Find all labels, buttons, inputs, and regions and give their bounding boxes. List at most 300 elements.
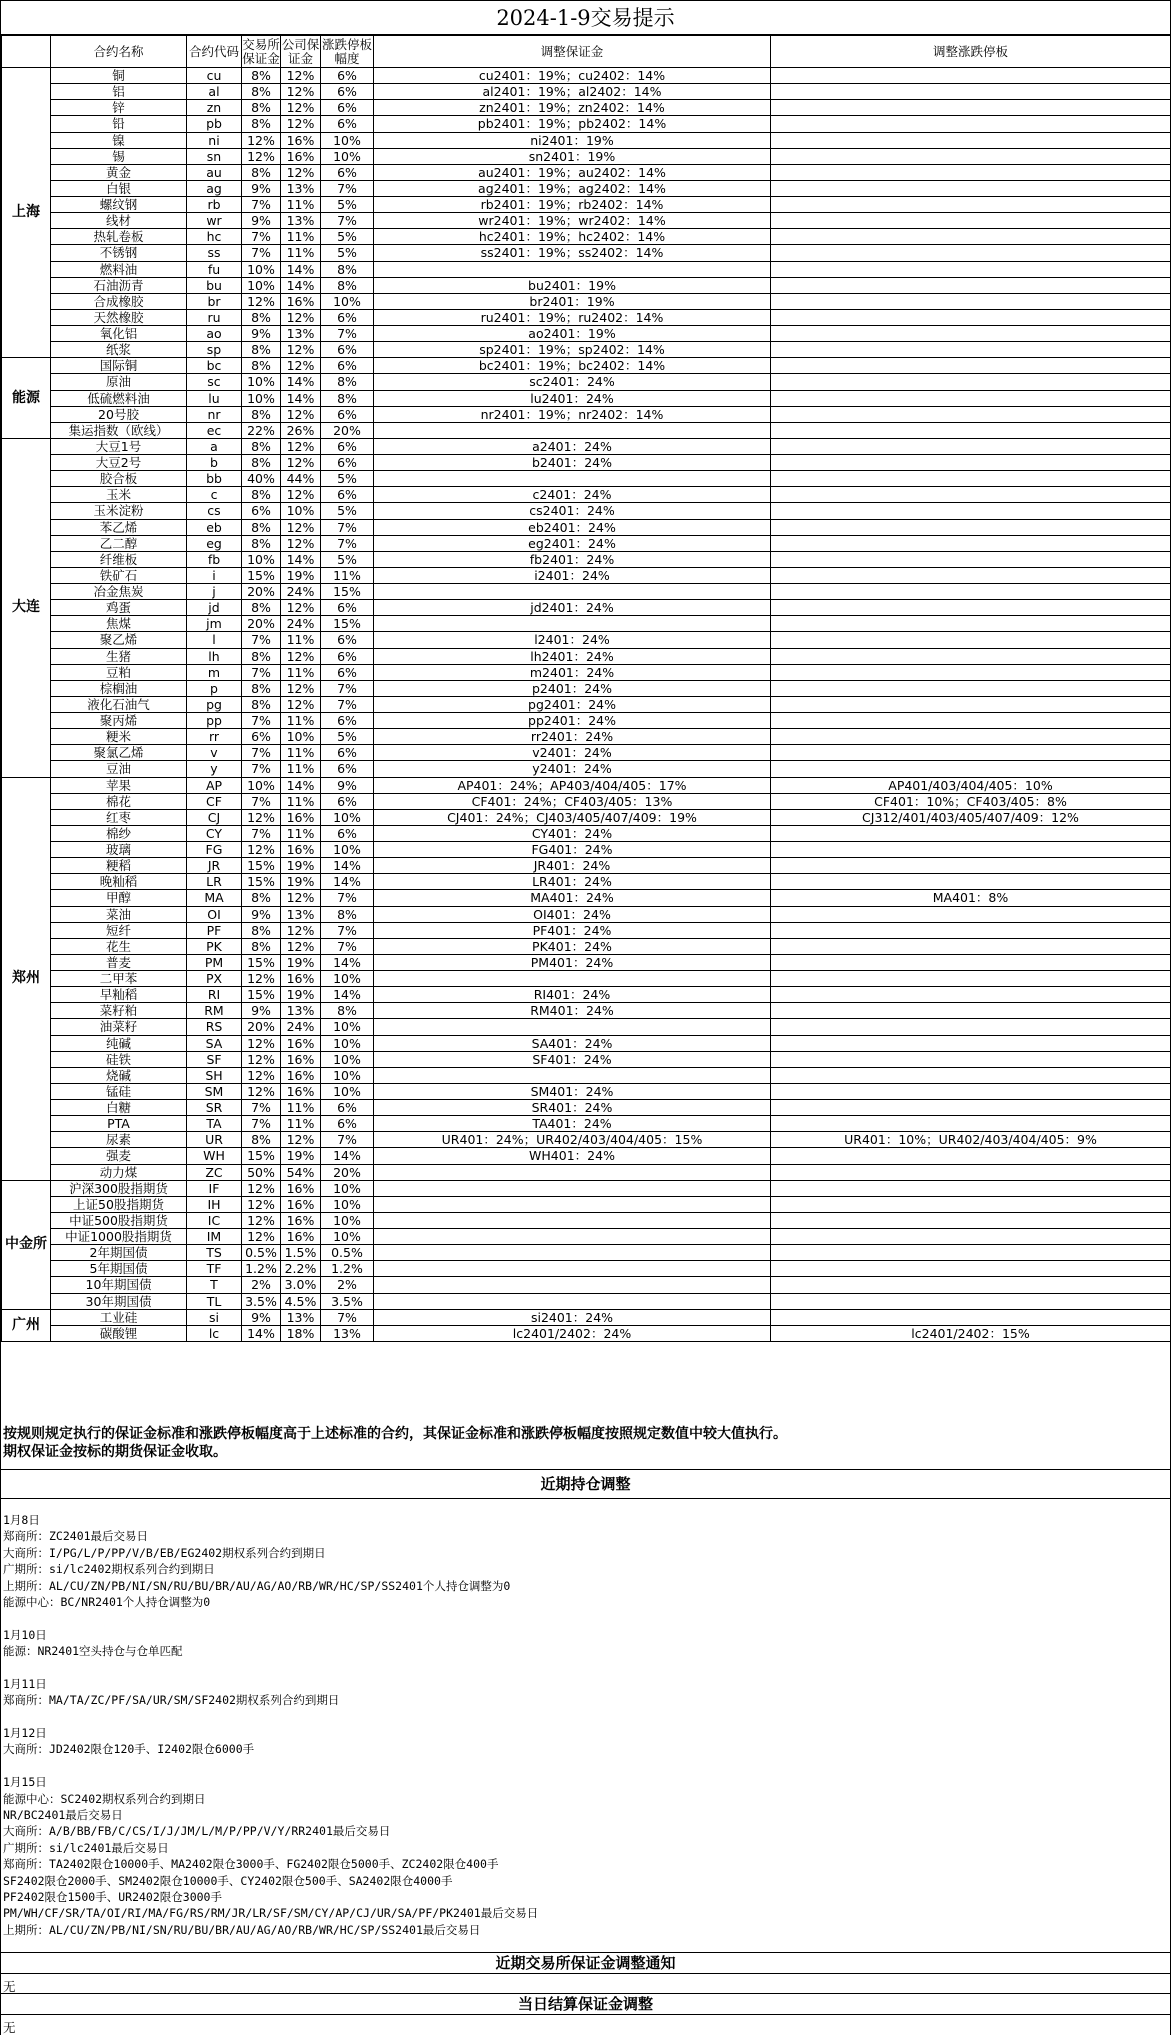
limit-cell: 7% bbox=[321, 890, 374, 906]
contract-code-cell: al bbox=[187, 84, 242, 100]
limit-cell: 10% bbox=[321, 1019, 374, 1035]
exchange-cell: 广州 bbox=[2, 1309, 51, 1341]
exch-margin-cell: 0.5% bbox=[242, 1245, 281, 1261]
adj-margin-cell: lu2401：24% bbox=[374, 390, 771, 406]
contract-code-cell: FG bbox=[187, 842, 242, 858]
adj-margin-cell: lh2401：24% bbox=[374, 648, 771, 664]
table-row bbox=[2, 487, 1171, 503]
exch-margin-cell: 12% bbox=[242, 148, 281, 164]
table-row bbox=[2, 1180, 1171, 1196]
limit-cell: 6% bbox=[321, 100, 374, 116]
table-row bbox=[2, 438, 1171, 454]
adj-margin-cell: PF401：24% bbox=[374, 922, 771, 938]
exch-margin-cell: 10% bbox=[242, 277, 281, 293]
contract-code-cell: lu bbox=[187, 390, 242, 406]
exch-margin-cell: 8% bbox=[242, 938, 281, 954]
adj-margin-cell: ao2401：19% bbox=[374, 326, 771, 342]
adj-margin-cell: fb2401：24% bbox=[374, 551, 771, 567]
contract-code-cell: T bbox=[187, 1277, 242, 1293]
limit-cell: 10% bbox=[321, 1067, 374, 1083]
adj-limit-cell bbox=[771, 1116, 1171, 1132]
limit-cell: 6% bbox=[321, 455, 374, 471]
contract-name-cell: 20号胶 bbox=[51, 406, 187, 422]
adj-limit-cell bbox=[771, 938, 1171, 954]
contract-name-cell: 石油沥青 bbox=[51, 277, 187, 293]
contract-name-cell: 大豆2号 bbox=[51, 455, 187, 471]
adj-limit-cell bbox=[771, 148, 1171, 164]
contract-name-cell: 聚丙烯 bbox=[51, 713, 187, 729]
limit-cell: 13% bbox=[321, 1325, 374, 1341]
contract-code-cell: c bbox=[187, 487, 242, 503]
adj-margin-cell: b2401：24% bbox=[374, 455, 771, 471]
table-row bbox=[2, 1325, 1171, 1341]
limit-cell: 10% bbox=[321, 293, 374, 309]
contract-name-cell: 白糖 bbox=[51, 1100, 187, 1116]
contract-name-cell: 纤维板 bbox=[51, 551, 187, 567]
contract-name-cell: 集运指数（欧线） bbox=[51, 422, 187, 438]
contract-code-cell: bu bbox=[187, 277, 242, 293]
log-line: 上期所：AL/CU/ZN/PB/NI/SN/RU/BU/BR/AU/AG/AO/RB/WR/HC/SP/SS2401个人持仓调整为0 bbox=[3, 1578, 511, 1593]
comp-margin-cell: 11% bbox=[281, 745, 321, 761]
contract-name-cell: 尿素 bbox=[51, 1132, 187, 1148]
exch-margin-cell: 7% bbox=[242, 1100, 281, 1116]
adj-margin-cell: CJ401：24%；CJ403/405/407/409：19% bbox=[374, 809, 771, 825]
table-row bbox=[2, 213, 1171, 229]
table-row bbox=[2, 406, 1171, 422]
comp-margin-cell: 12% bbox=[281, 938, 321, 954]
contract-code-cell: rb bbox=[187, 197, 242, 213]
comp-margin-cell: 3.0% bbox=[281, 1277, 321, 1293]
table-row bbox=[2, 471, 1171, 487]
exch-margin-cell: 8% bbox=[242, 455, 281, 471]
exch-margin-cell: 3.5% bbox=[242, 1293, 281, 1309]
contract-code-cell: RI bbox=[187, 987, 242, 1003]
contract-name-cell: 锰硅 bbox=[51, 1083, 187, 1099]
comp-margin-cell: 10% bbox=[281, 503, 321, 519]
limit-cell: 5% bbox=[321, 729, 374, 745]
contract-code-cell: br bbox=[187, 293, 242, 309]
exch-margin-cell: 6% bbox=[242, 503, 281, 519]
contract-code-cell: p bbox=[187, 680, 242, 696]
contract-name-cell: 油菜籽 bbox=[51, 1019, 187, 1035]
adj-limit-cell bbox=[771, 342, 1171, 358]
contract-code-cell: RS bbox=[187, 1019, 242, 1035]
contract-code-cell: eg bbox=[187, 535, 242, 551]
limit-cell: 10% bbox=[321, 1180, 374, 1196]
comp-margin-cell: 14% bbox=[281, 261, 321, 277]
adj-limit-cell bbox=[771, 664, 1171, 680]
exch-margin-cell: 22% bbox=[242, 422, 281, 438]
exch-margin-cell: 8% bbox=[242, 309, 281, 325]
table-row bbox=[2, 825, 1171, 841]
contract-name-cell: 棉纱 bbox=[51, 825, 187, 841]
contract-code-cell: SF bbox=[187, 1051, 242, 1067]
adj-limit-cell bbox=[771, 116, 1171, 132]
contract-code-cell: pp bbox=[187, 713, 242, 729]
adj-margin-cell bbox=[374, 1019, 771, 1035]
adj-margin-cell: sp2401：19%；sp2402：14% bbox=[374, 342, 771, 358]
comp-margin-cell: 16% bbox=[281, 842, 321, 858]
table-row bbox=[2, 777, 1171, 793]
limit-cell: 20% bbox=[321, 1164, 374, 1180]
limit-cell: 10% bbox=[321, 809, 374, 825]
exch-margin-cell: 10% bbox=[242, 777, 281, 793]
comp-margin-cell: 13% bbox=[281, 213, 321, 229]
adj-limit-cell bbox=[771, 551, 1171, 567]
contract-code-cell: m bbox=[187, 664, 242, 680]
limit-cell: 6% bbox=[321, 116, 374, 132]
table-row bbox=[2, 1019, 1171, 1035]
contract-name-cell: 铁矿石 bbox=[51, 567, 187, 583]
comp-margin-cell: 24% bbox=[281, 616, 321, 632]
limit-cell: 15% bbox=[321, 584, 374, 600]
contract-code-cell: IM bbox=[187, 1229, 242, 1245]
table-row bbox=[2, 1067, 1171, 1083]
table-row bbox=[2, 890, 1171, 906]
comp-margin-cell: 19% bbox=[281, 954, 321, 970]
contract-code-cell: LR bbox=[187, 874, 242, 890]
limit-cell: 8% bbox=[321, 261, 374, 277]
limit-cell: 6% bbox=[321, 487, 374, 503]
log-line: 郑商所：MA/TA/ZC/PF/SA/UR/SM/SF2402期权系列合约到期日 bbox=[3, 1693, 340, 1708]
position-log bbox=[3, 1512, 1163, 1938]
table-row bbox=[2, 664, 1171, 680]
comp-margin-cell: 16% bbox=[281, 1067, 321, 1083]
limit-cell: 6% bbox=[321, 761, 374, 777]
comp-margin-cell: 11% bbox=[281, 664, 321, 680]
log-line: 能源中心：BC/NR2401个人持仓调整为0 bbox=[3, 1594, 211, 1609]
limit-cell: 7% bbox=[321, 180, 374, 196]
comp-margin-cell: 12% bbox=[281, 696, 321, 712]
table-row bbox=[2, 390, 1171, 406]
limit-cell: 9% bbox=[321, 777, 374, 793]
comp-margin-cell: 19% bbox=[281, 987, 321, 1003]
contract-name-cell: 粳米 bbox=[51, 729, 187, 745]
log-line: 1月12日 bbox=[3, 1726, 47, 1741]
contract-name-cell: 菜籽粕 bbox=[51, 1003, 187, 1019]
adj-margin-cell bbox=[374, 1229, 771, 1245]
comp-margin-cell: 13% bbox=[281, 1309, 321, 1325]
contract-name-cell: 甲醇 bbox=[51, 890, 187, 906]
contract-code-cell: pg bbox=[187, 696, 242, 712]
table-row bbox=[2, 277, 1171, 293]
contract-code-cell: v bbox=[187, 745, 242, 761]
adj-limit-cell bbox=[771, 471, 1171, 487]
table-row bbox=[2, 293, 1171, 309]
contract-code-cell: pb bbox=[187, 116, 242, 132]
comp-margin-cell: 24% bbox=[281, 1019, 321, 1035]
header-adj-limit: 调整涨跌停板 bbox=[771, 36, 1171, 68]
adj-margin-cell: wr2401：19%；wr2402：14% bbox=[374, 213, 771, 229]
comp-margin-cell: 24% bbox=[281, 584, 321, 600]
exch-margin-cell: 15% bbox=[242, 954, 281, 970]
log-line: 能源：NR2401空头持仓与仓单匹配 bbox=[3, 1644, 183, 1659]
adj-limit-cell bbox=[771, 922, 1171, 938]
contract-name-cell: 红枣 bbox=[51, 809, 187, 825]
contract-code-cell: a bbox=[187, 438, 242, 454]
adj-limit-cell bbox=[771, 293, 1171, 309]
contract-code-cell: PM bbox=[187, 954, 242, 970]
table-row bbox=[2, 616, 1171, 632]
contract-code-cell: WH bbox=[187, 1148, 242, 1164]
contract-name-cell: 玉米淀粉 bbox=[51, 503, 187, 519]
contract-code-cell: SA bbox=[187, 1035, 242, 1051]
comp-margin-cell: 16% bbox=[281, 1083, 321, 1099]
adj-margin-cell: SR401：24% bbox=[374, 1100, 771, 1116]
adj-margin-cell: cs2401：24% bbox=[374, 503, 771, 519]
contract-code-cell: ru bbox=[187, 309, 242, 325]
adj-limit-cell bbox=[771, 842, 1171, 858]
limit-cell: 10% bbox=[321, 1083, 374, 1099]
contract-name-cell: 苹果 bbox=[51, 777, 187, 793]
adj-margin-cell bbox=[374, 261, 771, 277]
margin-table bbox=[1, 35, 1171, 1342]
adj-limit-cell bbox=[771, 535, 1171, 551]
limit-cell: 6% bbox=[321, 648, 374, 664]
adj-margin-cell: FG401：24% bbox=[374, 842, 771, 858]
comp-margin-cell: 19% bbox=[281, 567, 321, 583]
comp-margin-cell: 10% bbox=[281, 729, 321, 745]
comp-margin-cell: 12% bbox=[281, 890, 321, 906]
comp-margin-cell: 12% bbox=[281, 309, 321, 325]
comp-margin-cell: 11% bbox=[281, 825, 321, 841]
comp-margin-cell: 14% bbox=[281, 777, 321, 793]
log-line: 上期所：AL/CU/ZN/PB/NI/SN/RU/BU/BR/AU/AG/AO/RB/WR/HC/SP/SS2401最后交易日 bbox=[3, 1922, 481, 1937]
contract-name-cell: 镍 bbox=[51, 132, 187, 148]
exchange-cell: 能源 bbox=[2, 358, 51, 439]
adj-margin-cell: m2401：24% bbox=[374, 664, 771, 680]
adj-limit-cell bbox=[771, 358, 1171, 374]
exchange-cell: 中金所 bbox=[2, 1180, 51, 1309]
log-line: 大商所：I/PG/L/P/PP/V/B/EB/EG2402期权系列合约到期日 bbox=[3, 1545, 326, 1560]
adj-limit-cell: MA401：8% bbox=[771, 890, 1171, 906]
comp-margin-cell: 12% bbox=[281, 600, 321, 616]
adj-limit-cell bbox=[771, 326, 1171, 342]
table-row bbox=[2, 164, 1171, 180]
table-row bbox=[2, 358, 1171, 374]
contract-code-cell: RM bbox=[187, 1003, 242, 1019]
contract-code-cell: j bbox=[187, 584, 242, 600]
adj-margin-cell: nr2401：19%；nr2402：14% bbox=[374, 406, 771, 422]
table-row bbox=[2, 1051, 1171, 1067]
exch-margin-cell: 9% bbox=[242, 1003, 281, 1019]
adj-margin-cell bbox=[374, 584, 771, 600]
header-code: 合约代码 bbox=[187, 36, 242, 68]
log-line bbox=[3, 1660, 1163, 1676]
contract-code-cell: zn bbox=[187, 100, 242, 116]
note-line-2: 期权保证金按标的期货保证金收取。 bbox=[3, 1444, 227, 1460]
contract-name-cell: 大豆1号 bbox=[51, 438, 187, 454]
contract-code-cell: TS bbox=[187, 1245, 242, 1261]
contract-code-cell: rr bbox=[187, 729, 242, 745]
contract-name-cell: 线材 bbox=[51, 213, 187, 229]
comp-margin-cell: 14% bbox=[281, 374, 321, 390]
header-exchange bbox=[2, 36, 51, 68]
adj-margin-cell: al2401：19%；al2402：14% bbox=[374, 84, 771, 100]
contract-code-cell: bb bbox=[187, 471, 242, 487]
table-row bbox=[2, 374, 1171, 390]
comp-margin-cell: 12% bbox=[281, 100, 321, 116]
adj-margin-cell: PM401：24% bbox=[374, 954, 771, 970]
limit-cell: 5% bbox=[321, 503, 374, 519]
adj-limit-cell bbox=[771, 374, 1171, 390]
contract-name-cell: 二甲苯 bbox=[51, 971, 187, 987]
adj-limit-cell bbox=[771, 1309, 1171, 1325]
comp-margin-cell: 14% bbox=[281, 390, 321, 406]
adj-margin-cell: c2401：24% bbox=[374, 487, 771, 503]
contract-code-cell: IH bbox=[187, 1196, 242, 1212]
exch-margin-cell: 14% bbox=[242, 1325, 281, 1341]
comp-margin-cell: 16% bbox=[281, 1196, 321, 1212]
exch-margin-cell: 12% bbox=[242, 842, 281, 858]
log-line: 1月10日 bbox=[3, 1627, 47, 1642]
contract-name-cell: 棕榈油 bbox=[51, 680, 187, 696]
table-row bbox=[2, 971, 1171, 987]
limit-cell: 6% bbox=[321, 745, 374, 761]
table-row bbox=[2, 197, 1171, 213]
table-row bbox=[2, 180, 1171, 196]
adj-margin-cell: pb2401：19%；pb2402：14% bbox=[374, 116, 771, 132]
adj-margin-cell: JR401：24% bbox=[374, 858, 771, 874]
exch-margin-cell: 20% bbox=[242, 584, 281, 600]
adj-margin-cell: WH401：24% bbox=[374, 1148, 771, 1164]
contract-name-cell: 乙二醇 bbox=[51, 535, 187, 551]
exch-margin-cell: 7% bbox=[242, 713, 281, 729]
table-row bbox=[2, 696, 1171, 712]
table-row bbox=[2, 148, 1171, 164]
table-row bbox=[2, 519, 1171, 535]
comp-margin-cell: 16% bbox=[281, 1035, 321, 1051]
header-limit: 涨跌停板幅度 bbox=[321, 36, 372, 66]
contract-code-cell: PX bbox=[187, 971, 242, 987]
adj-margin-cell: RI401：24% bbox=[374, 987, 771, 1003]
adj-margin-cell: CY401：24% bbox=[374, 825, 771, 841]
comp-margin-cell: 11% bbox=[281, 197, 321, 213]
limit-cell: 10% bbox=[321, 1051, 374, 1067]
contract-code-cell: cu bbox=[187, 68, 242, 84]
comp-margin-cell: 12% bbox=[281, 1132, 321, 1148]
adj-limit-cell: CJ312/401/403/405/407/409：12% bbox=[771, 809, 1171, 825]
comp-margin-cell: 12% bbox=[281, 438, 321, 454]
exch-margin-cell: 8% bbox=[242, 696, 281, 712]
contract-name-cell: 胶合板 bbox=[51, 471, 187, 487]
exchange-cell: 大连 bbox=[2, 438, 51, 777]
adj-limit-cell: AP401/403/404/405：10% bbox=[771, 777, 1171, 793]
limit-cell: 2% bbox=[321, 1277, 374, 1293]
contract-name-cell: 工业硅 bbox=[51, 1309, 187, 1325]
contract-code-cell: SR bbox=[187, 1100, 242, 1116]
limit-cell: 6% bbox=[321, 358, 374, 374]
table-row bbox=[2, 116, 1171, 132]
settle-title: 当日结算保证金调整 bbox=[1, 1993, 1170, 2015]
contract-name-cell: 合成橡胶 bbox=[51, 293, 187, 309]
exch-margin-cell: 7% bbox=[242, 825, 281, 841]
adj-margin-cell bbox=[374, 1261, 771, 1277]
exch-margin-cell: 10% bbox=[242, 551, 281, 567]
adj-margin-cell: pp2401：24% bbox=[374, 713, 771, 729]
table-row bbox=[2, 1148, 1171, 1164]
adj-margin-cell: hc2401：19%；hc2402：14% bbox=[374, 229, 771, 245]
contract-code-cell: IC bbox=[187, 1212, 242, 1228]
exch-margin-cell: 15% bbox=[242, 567, 281, 583]
contract-name-cell: 冶金焦炭 bbox=[51, 584, 187, 600]
contract-name-cell: 铜 bbox=[51, 68, 187, 84]
exch-margin-cell: 7% bbox=[242, 229, 281, 245]
contract-name-cell: 热轧卷板 bbox=[51, 229, 187, 245]
adj-limit-cell bbox=[771, 84, 1171, 100]
adj-margin-cell: a2401：24% bbox=[374, 438, 771, 454]
limit-cell: 6% bbox=[321, 438, 374, 454]
adj-margin-cell: bu2401：19% bbox=[374, 277, 771, 293]
exch-margin-cell: 7% bbox=[242, 632, 281, 648]
log-line: NR/BC2401最后交易日 bbox=[3, 1808, 123, 1823]
exch-margin-cell: 12% bbox=[242, 1067, 281, 1083]
exch-margin-cell: 6% bbox=[242, 729, 281, 745]
adj-limit-cell bbox=[771, 1212, 1171, 1228]
contract-code-cell: bc bbox=[187, 358, 242, 374]
limit-cell: 6% bbox=[321, 68, 374, 84]
exch-margin-cell: 9% bbox=[242, 326, 281, 342]
adj-margin-cell bbox=[374, 616, 771, 632]
contract-name-cell: 硅铁 bbox=[51, 1051, 187, 1067]
comp-margin-cell: 11% bbox=[281, 761, 321, 777]
contract-name-cell: 2年期国债 bbox=[51, 1245, 187, 1261]
limit-cell: 8% bbox=[321, 1003, 374, 1019]
adj-margin-cell: p2401：24% bbox=[374, 680, 771, 696]
exch-margin-cell: 12% bbox=[242, 1051, 281, 1067]
exch-margin-cell: 15% bbox=[242, 874, 281, 890]
adj-margin-cell: jd2401：24% bbox=[374, 600, 771, 616]
comp-margin-cell: 1.5% bbox=[281, 1245, 321, 1261]
comp-margin-cell: 12% bbox=[281, 68, 321, 84]
comp-margin-cell: 12% bbox=[281, 922, 321, 938]
contract-name-cell: 国际铜 bbox=[51, 358, 187, 374]
comp-margin-cell: 12% bbox=[281, 406, 321, 422]
contract-code-cell: PF bbox=[187, 922, 242, 938]
comp-margin-cell: 12% bbox=[281, 342, 321, 358]
table-row bbox=[2, 906, 1171, 922]
contract-code-cell: ni bbox=[187, 132, 242, 148]
exch-margin-cell: 12% bbox=[242, 1180, 281, 1196]
table-row bbox=[2, 245, 1171, 261]
log-line: 1月8日 bbox=[3, 1513, 40, 1527]
exch-margin-cell: 15% bbox=[242, 1148, 281, 1164]
comp-margin-cell: 14% bbox=[281, 551, 321, 567]
table-row bbox=[2, 535, 1171, 551]
adj-margin-cell: ru2401：19%；ru2402：14% bbox=[374, 309, 771, 325]
comp-margin-cell: 13% bbox=[281, 906, 321, 922]
comp-margin-cell: 13% bbox=[281, 326, 321, 342]
limit-cell: 8% bbox=[321, 906, 374, 922]
adj-limit-cell: UR401：10%；UR402/403/404/405：9% bbox=[771, 1132, 1171, 1148]
adj-limit-cell bbox=[771, 858, 1171, 874]
adj-limit-cell bbox=[771, 632, 1171, 648]
adj-margin-cell: ss2401：19%；ss2402：14% bbox=[374, 245, 771, 261]
contract-name-cell: PTA bbox=[51, 1116, 187, 1132]
adj-margin-cell: i2401：24% bbox=[374, 567, 771, 583]
table-row bbox=[2, 745, 1171, 761]
contract-name-cell: 螺纹钢 bbox=[51, 197, 187, 213]
table-row bbox=[2, 1083, 1171, 1099]
contract-name-cell: 早籼稻 bbox=[51, 987, 187, 1003]
limit-cell: 20% bbox=[321, 422, 374, 438]
adj-limit-cell bbox=[771, 971, 1171, 987]
adj-limit-cell bbox=[771, 1261, 1171, 1277]
contract-code-cell: l bbox=[187, 632, 242, 648]
contract-name-cell: 白银 bbox=[51, 180, 187, 196]
table-row bbox=[2, 100, 1171, 116]
adj-limit-cell bbox=[771, 1277, 1171, 1293]
